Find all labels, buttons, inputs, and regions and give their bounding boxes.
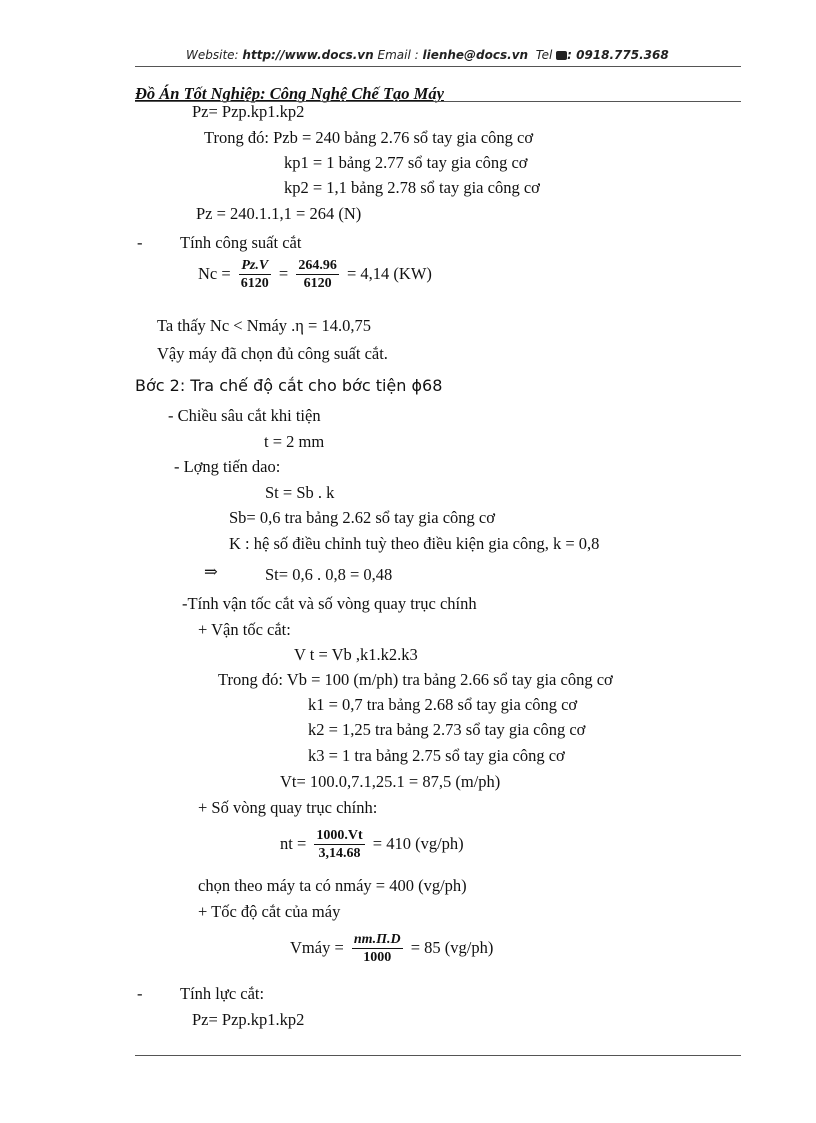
fraction-nt: [314, 828, 364, 862]
cutting-power-heading: Tính công suất cắt: [180, 233, 302, 252]
implies-arrow: ⇒: [204, 562, 218, 581]
power-check: Ta thấy Nc < Nmáy .η = 14.0,75: [157, 316, 371, 335]
equals-sign: =: [278, 263, 289, 283]
k2-line: k2 = 1,25 tra bảng 2.73 sổ tay gia công cơ: [308, 720, 586, 739]
k1-line: k1 = 0,7 tra bảng 2.68 sổ tay gia công cơ: [308, 695, 578, 714]
website-label: Website:: [186, 48, 239, 62]
kp1-line: kp1 = 1 bảng 2.77 sổ tay gia công cơ: [284, 153, 528, 172]
cutting-force-heading: Tính lực cắt:: [180, 984, 265, 1003]
power-formula: [198, 258, 432, 292]
fraction-numerator: 1000.Vt: [316, 828, 363, 843]
pz-formula-repeat: Pz= Pzp.kp1.kp2: [192, 1010, 305, 1029]
pz-result: Pz = 240.1.1,1 = 264 (N): [196, 204, 362, 223]
bullet-dash: -: [137, 233, 143, 252]
document-title: Đồ Án Tốt Nghiệp: Công Nghệ Chế Tạo Máy: [135, 84, 444, 103]
tel-number: : 0918.775.368: [567, 48, 669, 62]
formula-pz: Pz= Pzp.kp1.kp2: [192, 102, 305, 121]
k-line: K : hệ số điều chỉnh tuỳ theo điều kiện gia công, k = 0,8: [229, 534, 600, 553]
vmay-formula: [290, 932, 493, 966]
machine-speed-choice: chọn theo máy ta có nmáy = 400 (vg/ph): [198, 876, 467, 895]
fraction-values: [296, 258, 339, 292]
depth-value: t = 2 mm: [264, 432, 325, 451]
tel-label: Tel: [535, 48, 553, 62]
nc-lhs: Nc =: [198, 263, 231, 283]
vt-result: Vt= 100.0,7.1,25.1 = 87,5 (m/ph): [280, 772, 501, 791]
cutting-speed-heading: + Vận tốc cắt:: [198, 620, 291, 639]
fraction-pz-v: [239, 258, 271, 292]
vb-line: Trong đó: Vb = 100 (m/ph) tra bảng 2.66 sổ tay gia công cơ: [218, 670, 613, 689]
nc-result: = 4,14 (KW): [346, 263, 432, 283]
page-header: [186, 48, 669, 62]
fraction-numerator: nm.Π.D: [353, 932, 401, 947]
power-conclusion: Vậy máy đã chọn đủ công suất cắt.: [157, 344, 388, 363]
fraction-numerator: 264.96: [298, 258, 337, 273]
website-link[interactable]: http://www.docs.vn: [242, 48, 374, 62]
sb-line: Sb= 0,6 tra bảng 2.62 sổ tay gia công cơ: [229, 508, 495, 527]
email-label: Email :: [377, 48, 419, 62]
bullet-dash: -: [137, 984, 143, 1003]
st-result: St= 0,6 . 0,8 = 0,48: [265, 565, 393, 584]
feed-formula: St = Sb . k: [265, 483, 335, 502]
fraction-denominator: 3,14.68: [314, 844, 364, 862]
spindle-speed-heading: + Số vòng quay trục chính:: [198, 798, 378, 817]
nt-formula: [280, 828, 464, 862]
nt-result: = 410 (vg/ph): [372, 833, 464, 853]
phone-icon: [556, 51, 567, 60]
vt-formula: V t = Vb ,k1.k2.k3: [294, 645, 418, 664]
kp2-line: kp2 = 1,1 bảng 2.78 sổ tay gia công cơ: [284, 178, 540, 197]
where-pzb: Trong đó: Pzb = 240 bảng 2.76 sổ tay gia công cơ: [204, 128, 534, 147]
nt-lhs: nt =: [280, 833, 307, 853]
machine-cutting-speed-heading: + Tốc độ cắt của máy: [198, 902, 341, 921]
footer-rule: [135, 1055, 741, 1056]
step-2-heading: Bớc 2: Tra chế độ cắt cho bớc tiện ϕ68: [135, 376, 443, 395]
fraction-numerator: Pz.V: [241, 258, 269, 273]
vmay-lhs: Vmáy =: [290, 937, 344, 957]
speed-heading: -Tính vận tốc cắt và số vòng quay trục chính: [182, 594, 477, 613]
fraction-vmay: [352, 932, 403, 966]
email-link[interactable]: lienhe@docs.vn: [422, 48, 529, 62]
header-rule: [135, 66, 741, 67]
fraction-denominator: 1000: [352, 948, 403, 966]
k3-line: k3 = 1 tra bảng 2.75 sổ tay gia công cơ: [308, 746, 565, 765]
fraction-denominator: 6120: [240, 276, 269, 291]
feed-heading: - Lợng tiến dao:: [174, 457, 281, 476]
vmay-result: = 85 (vg/ph): [410, 937, 494, 957]
fraction-denominator: 6120: [296, 274, 339, 292]
depth-heading: - Chiều sâu cắt khi tiện: [168, 406, 321, 425]
